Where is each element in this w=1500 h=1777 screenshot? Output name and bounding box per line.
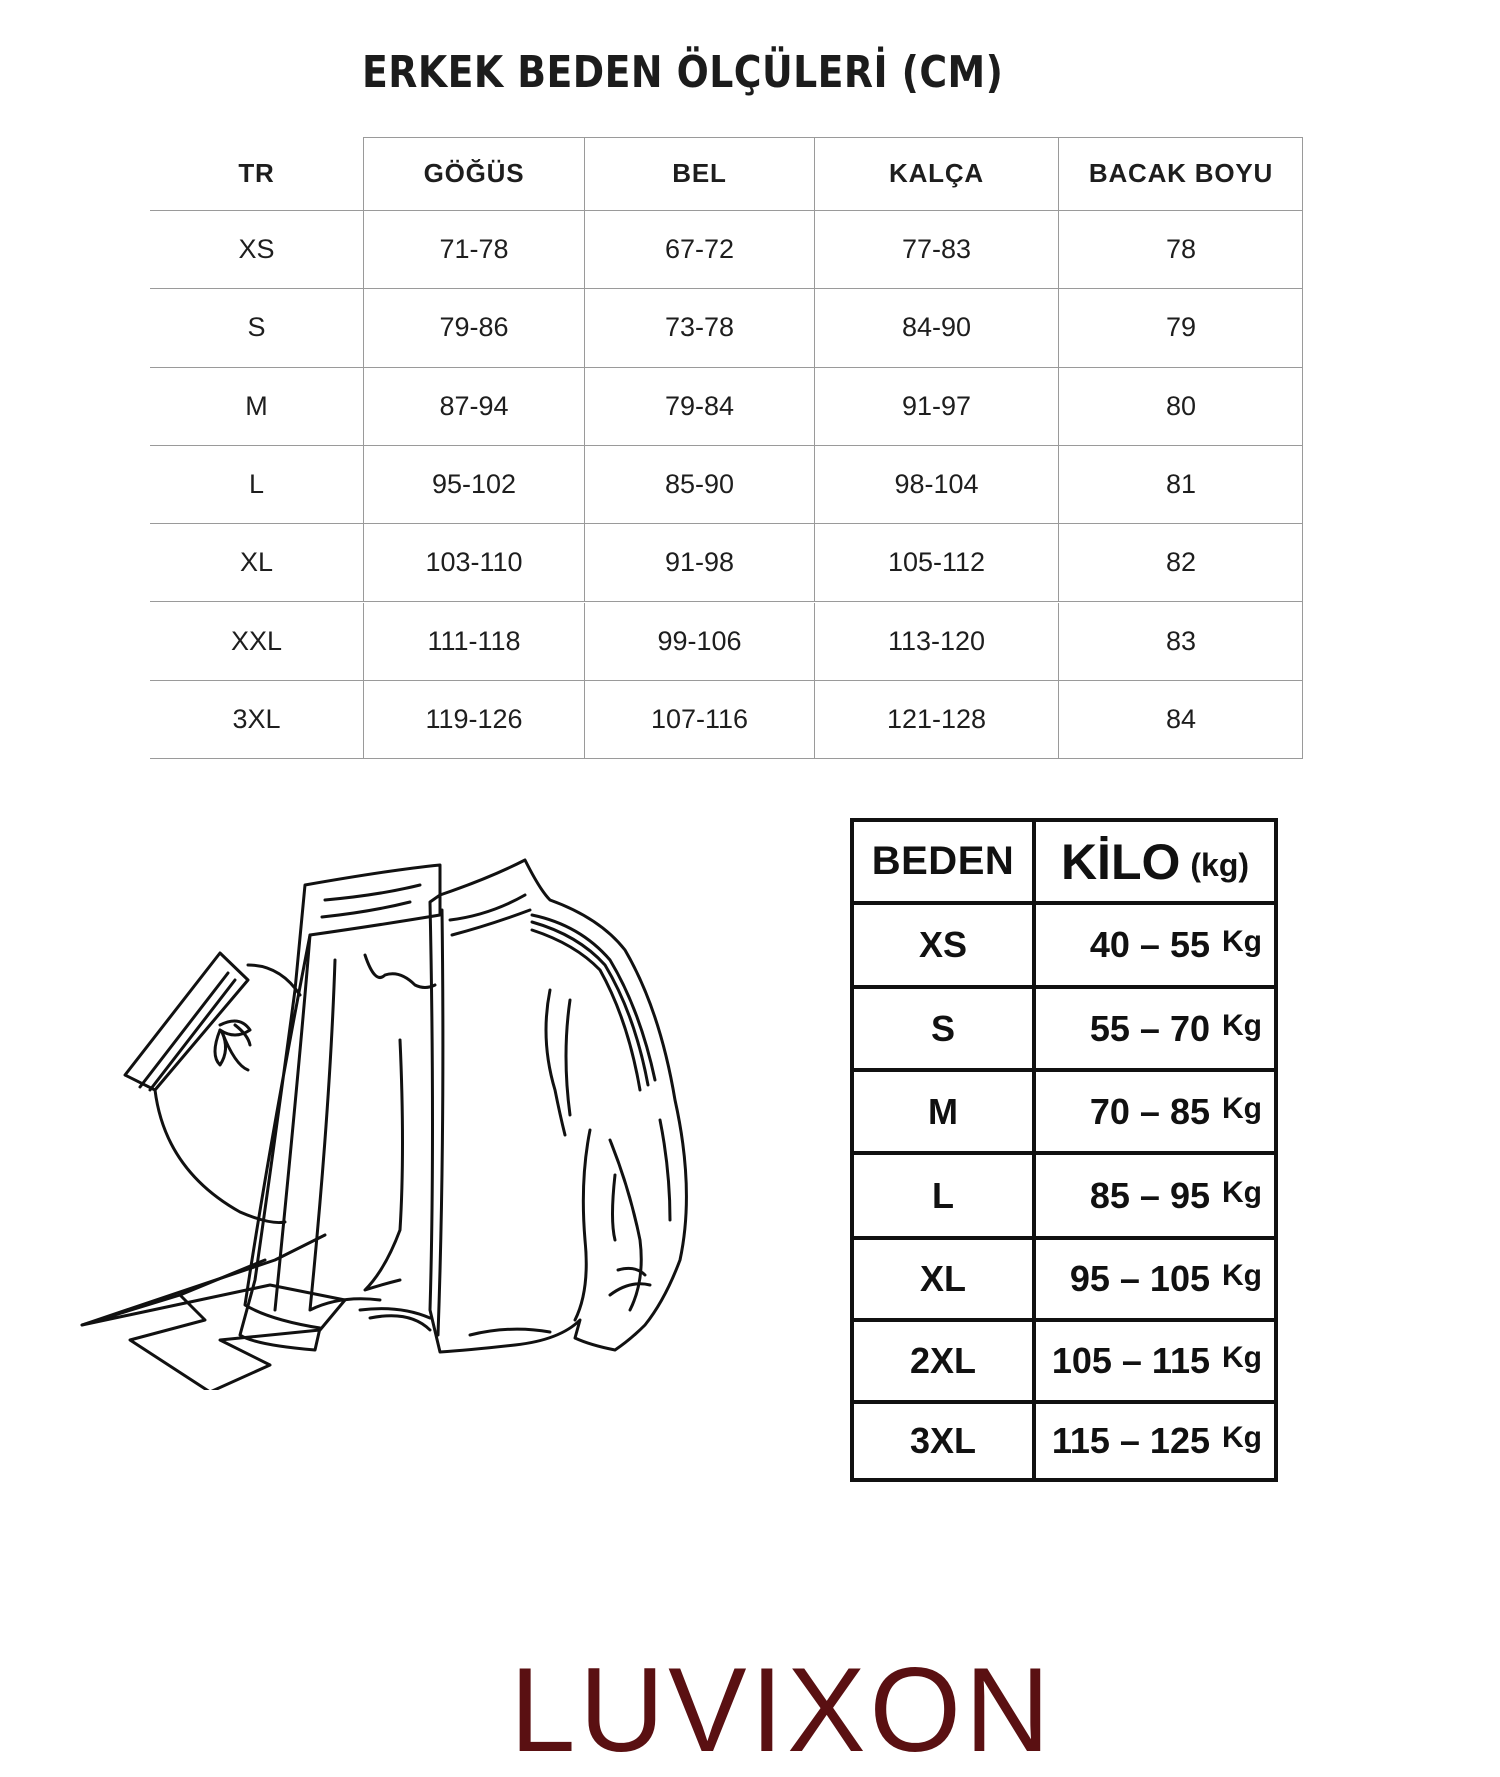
table-row: [150, 681, 1303, 759]
weight-range: 115 – 125: [1051, 1420, 1210, 1461]
weight-size: 3XL: [854, 1404, 1036, 1478]
table-row: [150, 603, 1303, 681]
weight-size: M: [854, 1072, 1036, 1151]
cell-gogus: 111-118: [363, 603, 584, 680]
cell-bacak-boyu: 80: [1058, 368, 1303, 445]
cell-bel: 107-116: [584, 681, 814, 758]
page-title: ERKEK BEDEN ÖLÇÜLERİ (CM): [362, 47, 1004, 98]
weight-size: XL: [854, 1240, 1036, 1318]
table-row: [150, 524, 1303, 602]
weight-range: 55 – 70: [1089, 1007, 1210, 1049]
table-row: [150, 446, 1303, 524]
cell-bacak-boyu: 81: [1058, 446, 1303, 523]
cell-bel: 73-78: [584, 289, 814, 366]
weight-range: 105 – 115: [1051, 1340, 1210, 1381]
weight-range-cell: [1036, 1072, 1274, 1151]
cell-kalca: 77-83: [814, 211, 1058, 288]
weight-range-cell: [1036, 989, 1274, 1068]
weight-size: XS: [854, 905, 1036, 985]
cell-kalca: 113-120: [814, 603, 1058, 680]
weight-unit: Kg: [1222, 1421, 1262, 1454]
weight-range-cell: [1036, 1240, 1274, 1318]
header-kilo: [1036, 822, 1274, 901]
jacket-left-panel: [240, 865, 440, 1350]
cell-gogus: 103-110: [363, 524, 584, 601]
weight-range: 85 – 95: [1089, 1174, 1210, 1216]
weight-range: 40 – 55: [1089, 924, 1210, 965]
cell-bacak-boyu: 82: [1058, 524, 1303, 601]
header-beden: BEDEN: [854, 822, 1036, 901]
tracksuit-illustration: [70, 840, 690, 1390]
weight-row: [854, 1155, 1274, 1240]
header-gogus: GÖĞÜS: [363, 137, 584, 210]
cell-size: 3XL: [232, 703, 281, 734]
header-kalca: KALÇA: [814, 137, 1058, 210]
weight-row: [854, 1240, 1274, 1322]
weight-row: [854, 1404, 1274, 1478]
weight-unit: Kg: [1222, 925, 1262, 958]
cell-kalca: 98-104: [814, 446, 1058, 523]
header-bel: BEL: [584, 137, 814, 210]
cell-size: L: [248, 469, 265, 500]
weight-range-cell: [1036, 1155, 1274, 1236]
cell-bel: 91-98: [584, 524, 814, 601]
cell-kalca: 84-90: [814, 289, 1058, 366]
weight-range-cell: [1036, 1322, 1274, 1400]
table-row: [150, 289, 1303, 367]
cell-bacak-boyu: 78: [1058, 211, 1303, 288]
cell-kalca: 121-128: [814, 681, 1058, 758]
cell-gogus: 79-86: [363, 289, 584, 366]
weight-row: [854, 905, 1274, 989]
cell-bel: 79-84: [584, 368, 814, 445]
cell-gogus: 95-102: [363, 446, 584, 523]
table-row: [150, 211, 1303, 289]
cell-size: M: [245, 390, 268, 421]
cell-kalca: 105-112: [814, 524, 1058, 601]
pants-leg: [82, 1285, 345, 1390]
cell-bacak-boyu: 83: [1058, 603, 1303, 680]
table-row: [150, 368, 1303, 446]
weight-size: L: [854, 1155, 1036, 1236]
header-tr: TR: [238, 158, 275, 188]
cell-size: XXL: [230, 625, 283, 656]
header-kilo-label: KİLO: [1060, 833, 1181, 890]
weight-unit: Kg: [1222, 1091, 1262, 1125]
table-header-row: [150, 137, 1303, 211]
weight-unit: Kg: [1222, 1341, 1262, 1374]
cell-bel: 67-72: [584, 211, 814, 288]
weight-header-row: [854, 822, 1274, 905]
cell-size: S: [247, 312, 266, 343]
brand-logo: LUVIXON: [510, 1643, 1054, 1777]
weight-row: [854, 989, 1274, 1072]
weight-chart-table: [850, 818, 1278, 1482]
weight-size: S: [854, 989, 1036, 1068]
cell-gogus: 71-78: [363, 211, 584, 288]
header-bacak-boyu: BACAK BOYU: [1058, 137, 1303, 210]
cell-size: XS: [238, 234, 275, 265]
weight-range: 95 – 105: [1069, 1258, 1210, 1299]
weight-row: [854, 1072, 1274, 1155]
cell-kalca: 91-97: [814, 368, 1058, 445]
cell-bacak-boyu: 84: [1058, 681, 1303, 758]
weight-size: 2XL: [854, 1322, 1036, 1400]
weight-unit: Kg: [1222, 1259, 1262, 1292]
weight-unit: Kg: [1222, 1008, 1262, 1042]
weight-range-cell: [1036, 905, 1274, 985]
cell-bel: 99-106: [584, 603, 814, 680]
weight-range-cell: [1036, 1404, 1274, 1478]
weight-range: 70 – 85: [1089, 1090, 1210, 1132]
weight-row: [854, 1322, 1274, 1404]
cell-gogus: 119-126: [363, 681, 584, 758]
cell-gogus: 87-94: [363, 368, 584, 445]
cell-size: XL: [239, 547, 274, 578]
weight-unit: Kg: [1222, 1175, 1262, 1209]
cell-bacak-boyu: 79: [1058, 289, 1303, 366]
header-kilo-unit: (kg): [1190, 847, 1250, 883]
cell-bel: 85-90: [584, 446, 814, 523]
